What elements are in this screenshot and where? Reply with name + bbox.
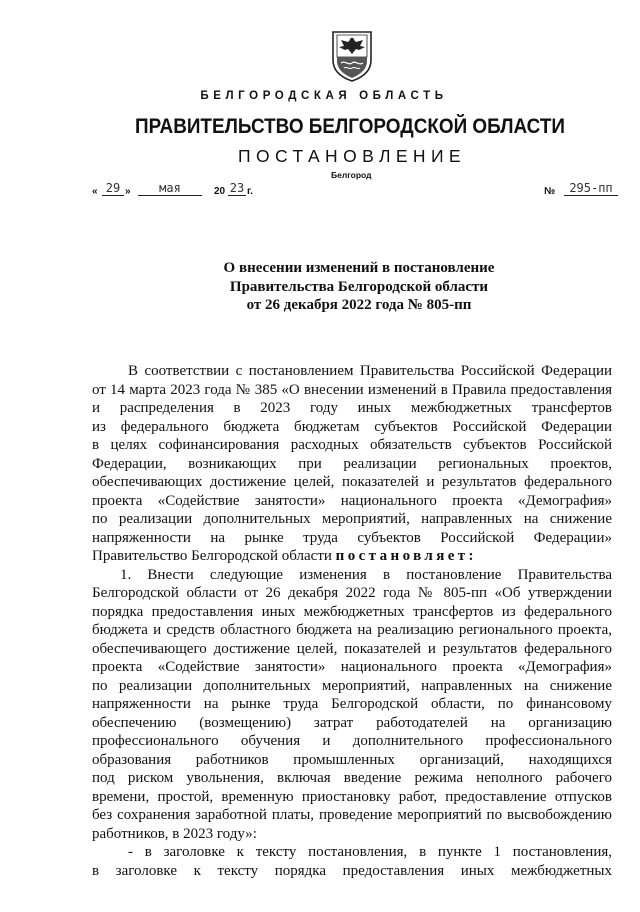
- date-year-prefix: 20: [214, 186, 226, 197]
- region-name: БЕЛГОРОДСКАЯ ОБЛАСТЬ: [200, 90, 448, 102]
- item1-line: профессионального обучения и дополнительного профессионального: [92, 733, 612, 749]
- title-line: О внесении изменений в постановление: [223, 260, 495, 276]
- item1-sub-line: в заголовке к тексту порядка предоставления иных межбюджетных: [92, 862, 612, 879]
- preamble-line: от 14 марта 2023 года № 385 «О внесении изменений в Правила предоставления: [92, 381, 612, 398]
- document-title: [0, 259, 640, 315]
- preamble-line: и распределения в 2023 году иных межбюджетных трансфертов: [92, 400, 612, 416]
- item1-line: порядка предоставления иных межбюджетных трансфертов из федерального: [92, 603, 612, 620]
- item1-line: Белгородской области от 26 декабря 2022 года № 805-пп «Об утверждении: [92, 585, 612, 601]
- document-body: [92, 362, 612, 880]
- date-open-quote: «: [92, 186, 98, 197]
- preamble-line: из федерального бюджета бюджетам субъектов Российской Федерации: [92, 418, 612, 435]
- item1-line: напряженности на рынке труда Белгородской области, по финансовому: [92, 696, 612, 712]
- preamble-end: Правительство Белгородской области: [92, 548, 332, 564]
- preamble-line: В соответствии с постановлением Правительства Российской Федерации: [128, 363, 612, 379]
- document-date: [92, 179, 262, 199]
- date-year-abbr: г.: [247, 186, 253, 197]
- preamble-line: по реализации дополнительных мероприятий, направленных на снижение: [92, 511, 612, 527]
- item1-line: по реализации дополнительных мероприятий, направленных на снижение: [92, 677, 612, 694]
- coat-of-arms-emblem: [331, 30, 373, 82]
- preamble-line: обеспечивающих достижение целей, показателей и результатов федерального: [92, 474, 612, 490]
- preamble-closing-line: [92, 547, 612, 566]
- number-value: 295-пп: [564, 181, 618, 196]
- item1-sub-line: - в заголовке к тексту постановления, в пункте 1 постановления,: [128, 844, 612, 860]
- item1-line: под риском увольнения, включая введение режима неполного рабочего: [92, 770, 612, 786]
- item1-line: обеспечивающего достижение целей, показателей и результатов федерального: [92, 640, 612, 657]
- item1-line: времени, простой, временную приостановку работ, предоставление отпусков: [92, 788, 612, 805]
- city-name: Белгород: [331, 170, 372, 180]
- title-line: от 26 декабря 2022 года № 805-пп: [246, 297, 472, 313]
- title-line: Правительства Белгородской области: [229, 278, 489, 295]
- government-name: ПРАВИТЕЛЬСТВО БЕЛГОРОДСКОЙ ОБЛАСТИ: [135, 115, 565, 138]
- date-year-suffix: 23: [229, 181, 245, 195]
- item1-line: бюджета и средств областного бюджета на реализацию регионального проекта,: [92, 622, 612, 638]
- item1-line: образования работников промышленных организаций, находящихся: [92, 751, 612, 768]
- preamble-line: в целях софинансирования расходных обязательств субъектов Российской: [92, 437, 612, 453]
- date-close-quote: »: [125, 186, 131, 197]
- preamble-line: Федерации, возникающих при реализации региональных проектов,: [92, 455, 612, 472]
- decides-word: постановляет:: [335, 548, 477, 564]
- item1-line: без сохранения заработной платы, проведение мероприятий по высвобождению: [92, 807, 612, 823]
- item1-line: обеспечению (возмещению) затрат работодателей на организацию: [92, 714, 612, 731]
- item1-line: проекта «Содействие занятости» национального проекта «Демография»: [92, 659, 612, 675]
- document-number: [544, 179, 624, 199]
- number-sign: №: [544, 186, 556, 197]
- item1-line: работников, в 2023 году»:: [92, 825, 257, 842]
- preamble-line: напряженности на рынке труда субъектов Российской Федерации»: [92, 529, 612, 546]
- date-month: мая: [138, 181, 202, 196]
- document-type: ПОСТАНОВЛЕНИЕ: [238, 146, 466, 166]
- date-day: 29: [102, 181, 124, 196]
- preamble-line: проекта «Содействие занятости» национального проекта «Демография»: [92, 492, 612, 509]
- item1-line: 1. Внести следующие изменения в постановление Правительства: [120, 566, 612, 583]
